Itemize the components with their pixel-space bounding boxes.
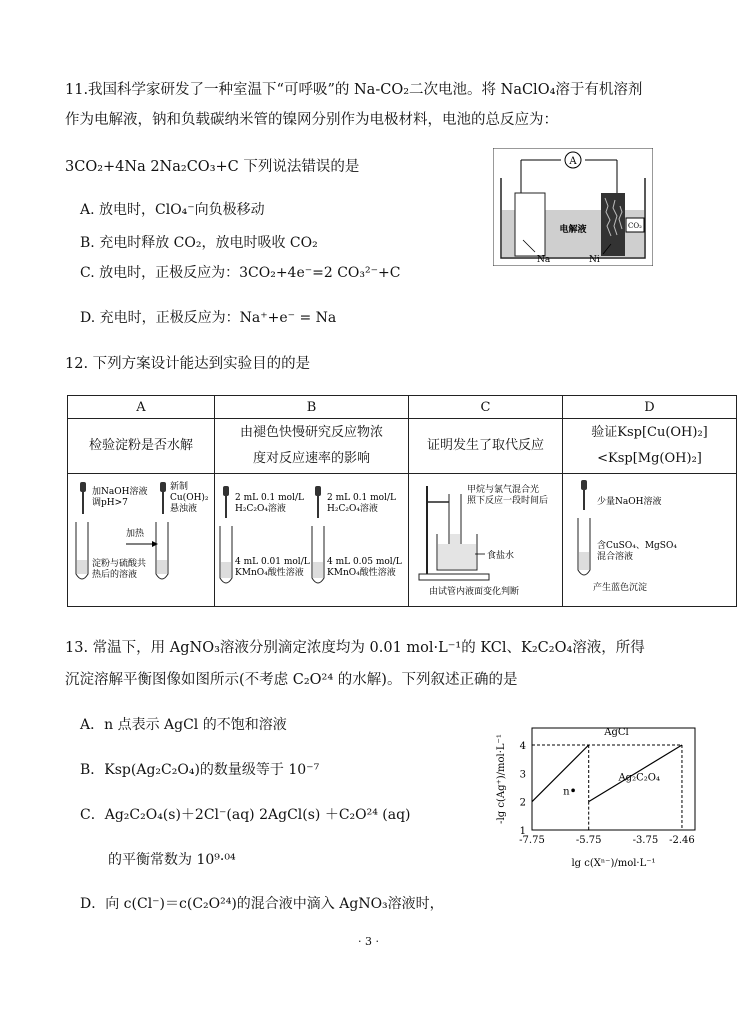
svg-text:2 mL 0.1 mol/L: 2 mL 0.1 mol/L	[235, 493, 304, 503]
svg-text:混合溶液: 混合溶液	[597, 552, 634, 562]
y-tick-label: 3	[519, 769, 526, 781]
y-tick-label: 2	[519, 797, 526, 809]
header-b: B	[215, 396, 409, 419]
svg-text:H₂C₂O₄溶液: H₂C₂O₄溶液	[327, 504, 378, 514]
svg-text:4 mL 0.01 mol/L: 4 mL 0.01 mol/L	[235, 557, 310, 567]
q13-option-c: C．Ag₂C₂O₄(s)＋2Cl⁻(aq) 2AgCl(s) ＋C₂O²⁴ (aq)	[80, 807, 411, 823]
svg-text:淀粉与硫酸共: 淀粉与硫酸共	[92, 559, 147, 569]
q11-reaction: 3CO₂+4Na 2Na₂CO₃+C 下列说法错误的是	[65, 159, 360, 175]
figure-b-svg	[215, 474, 408, 602]
solubility-chart	[490, 718, 710, 888]
x-tick-label: -7.75	[519, 835, 545, 846]
svg-text:食盐水: 食盐水	[487, 551, 515, 561]
ni-electrode	[601, 193, 625, 256]
svg-text:KMnO₄酸性溶液: KMnO₄酸性溶液	[327, 568, 396, 578]
y-axis-label: -lg c(Ag⁺)/mol·L⁻¹	[496, 734, 507, 824]
na-label: Na	[537, 255, 551, 265]
svg-text:甲烷与氯气混合光: 甲烷与氯气混合光	[467, 485, 540, 495]
y-tick-label: 1	[519, 826, 526, 837]
svg-text:加热: 加热	[126, 529, 145, 539]
q13-line2: 沉淀溶解平衡图像如图所示(不考虑 C₂O²⁴ 的水解)。下列叙述正确的是	[65, 672, 518, 688]
q13-option-d: D．向 c(Cl⁻)＝c(C₂O²⁴)的混合液中滴入 AgNO₃溶液时，	[80, 896, 444, 912]
ammeter-label: A	[569, 156, 577, 167]
q11-option-a: A. 放电时，ClO₄⁻向负极移动	[80, 202, 265, 218]
figure-a	[68, 474, 215, 607]
figure-a-svg	[68, 474, 214, 602]
plot-frame	[532, 728, 695, 830]
figure-d	[563, 474, 737, 607]
svg-text:照下反应一段时间后: 照下反应一段时间后	[467, 496, 549, 506]
y-tick-label: 4	[519, 741, 526, 752]
x-tick-label: -3.75	[632, 835, 659, 846]
svg-text:4 mL 0.05 mol/L: 4 mL 0.05 mol/L	[327, 557, 402, 567]
figure-b	[215, 474, 409, 607]
q13-option-b: B．Ksp(Ag₂C₂O₄)的数量级等于 10⁻⁷	[80, 762, 320, 778]
q11-option-d: D. 充电时，正极反应为：Na⁺+e⁻ = Na	[80, 310, 337, 326]
series-line-0	[532, 745, 589, 802]
svg-text:2 mL 0.1 mol/L: 2 mL 0.1 mol/L	[327, 493, 396, 503]
figure-c	[409, 474, 563, 607]
q13-option-c-continued: 的平衡常数为 10⁹·⁰⁴	[108, 852, 236, 868]
svg-text:调pH>7: 调pH>7	[92, 498, 128, 508]
q13-option-a: A．n 点表示 AgCl 的不饱和溶液	[80, 717, 287, 733]
desc-d: 验证Ksp[Cu(OH)₂] <Ksp[Mg(OH)₂]	[563, 419, 737, 474]
q11-line2: 作为电解液，钠和负载碳纳米管的镍网分别作为电极材料，电池的总反应为：	[65, 112, 558, 128]
series-label-ag2c2o4: Ag₂C₂O₄	[618, 772, 660, 784]
electrolyte-label: 电解液	[559, 225, 587, 235]
co2-label: CO₂	[628, 222, 642, 230]
series-label-agcl: AgCl	[604, 727, 629, 739]
svg-text:悬浊液: 悬浊液	[170, 504, 198, 514]
point-label: n	[563, 786, 570, 798]
svg-text:加NaOH溶液: 加NaOH溶液	[92, 487, 148, 497]
q13-line1: 13. 常温下，用 AgNO₃溶液分别滴定浓度均为 0.01 mol·L⁻¹的 KCl、K₂C₂O₄溶液，所得	[65, 640, 645, 656]
q11-option-b: B. 充电时释放 CO₂，放电时吸收 CO₂	[80, 235, 318, 251]
q11-option-c: C. 放电时，正极反应为：3CO₂+4e⁻=2 CO₃²⁻+C	[80, 265, 401, 281]
desc-a: 检验淀粉是否水解	[68, 419, 215, 474]
svg-text:KMnO₄酸性溶液: KMnO₄酸性溶液	[235, 568, 304, 578]
battery-diagram	[493, 148, 653, 266]
point-n	[571, 789, 575, 793]
figure-d-svg	[563, 474, 736, 602]
page-number: · 3 ·	[358, 935, 379, 948]
svg-text:Cu(OH)₂: Cu(OH)₂	[170, 493, 209, 503]
svg-text:新制: 新制	[170, 482, 189, 492]
header-a: A	[68, 396, 215, 419]
svg-text:H₂C₂O₄溶液: H₂C₂O₄溶液	[235, 504, 286, 514]
svg-text:由试管内液面变化判断: 由试管内液面变化判断	[429, 587, 520, 597]
x-tick-label: -5.75	[575, 835, 602, 846]
desc-b: 由褪色快慢研究反应物浓 度对反应速率的影响	[215, 419, 409, 474]
q12-stem: 12. 下列方案设计能达到实验目的的是	[65, 356, 311, 372]
x-tick-label: -2.46	[669, 835, 695, 846]
header-d: D	[563, 396, 737, 419]
svg-text:产生蓝色沉淀: 产生蓝色沉淀	[593, 583, 648, 593]
figure-c-svg	[409, 474, 562, 602]
svg-text:含CuSO₄、MgSO₄: 含CuSO₄、MgSO₄	[597, 541, 677, 551]
desc-c: 证明发生了取代反应	[409, 419, 563, 474]
svg-text:少量NaOH溶液: 少量NaOH溶液	[597, 497, 662, 507]
ni-label: Ni	[589, 255, 600, 265]
experiment-table	[67, 395, 737, 607]
q11-line1: 11.我国科学家研发了一种室温下“可呼吸”的 Na-CO₂二次电池。将 NaClO₄溶于有机溶剂	[65, 82, 643, 98]
svg-text:热后的溶液: 热后的溶液	[92, 570, 138, 580]
x-axis-label: lg c(Xⁿ⁻)/mol·L⁻¹	[571, 858, 656, 869]
header-c: C	[409, 396, 563, 419]
